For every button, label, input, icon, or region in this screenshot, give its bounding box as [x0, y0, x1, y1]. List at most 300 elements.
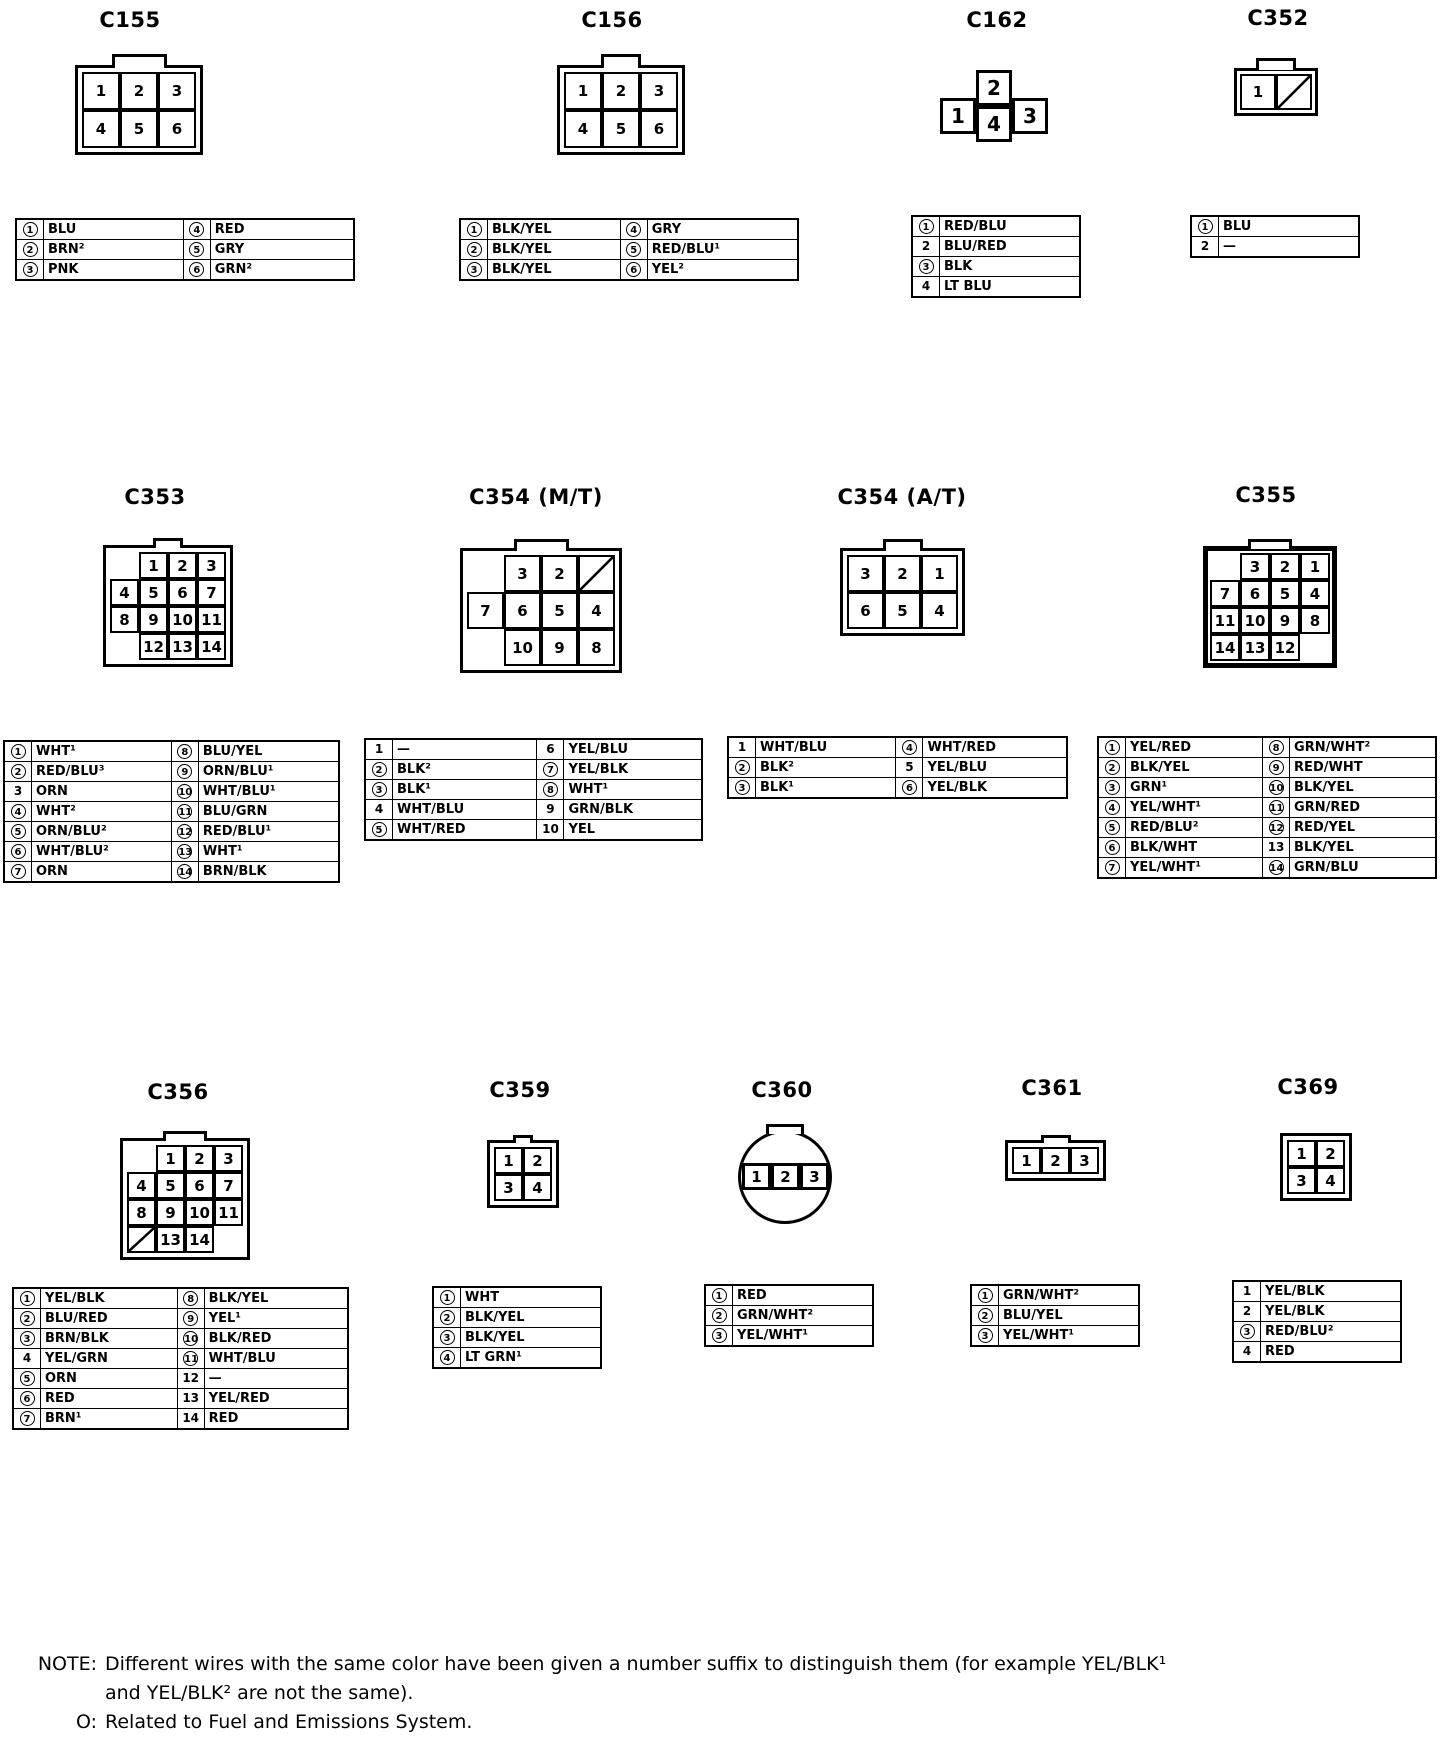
cavity-1: 1	[564, 72, 602, 110]
cavity-11: 11	[1210, 607, 1240, 634]
pin-table	[364, 738, 703, 841]
pin-number	[16, 260, 44, 281]
pin-number	[1263, 858, 1290, 879]
legend-symbol: O:	[75, 1711, 97, 1733]
pin-number	[620, 219, 647, 240]
pin-row	[1098, 737, 1436, 758]
connector-latch	[1256, 58, 1296, 70]
cavity-7: 7	[197, 579, 226, 606]
connector-title: C361	[1021, 1076, 1083, 1100]
pin-table	[911, 215, 1081, 298]
fuel-emissions-marker: 2	[23, 242, 38, 257]
pin-row	[4, 762, 339, 782]
cavity-7: 7	[467, 592, 504, 629]
blank-cavity	[1276, 74, 1312, 110]
pin-number: 12	[177, 1369, 204, 1389]
cavity-3: 3	[1012, 98, 1048, 134]
wire-color: ORN/BLU²	[32, 822, 172, 842]
pin-row	[705, 1285, 873, 1306]
cavity-2: 2	[1041, 1147, 1070, 1174]
pin-row	[365, 800, 702, 820]
wire-color: GRN/WHT²	[999, 1285, 1140, 1306]
wire-color: RED/BLU¹	[198, 822, 339, 842]
wire-color: BLK/YEL	[488, 219, 621, 240]
connector-title: C354 (M/T)	[469, 485, 603, 509]
fuel-emissions-marker: 2	[372, 762, 387, 777]
pin-row	[912, 277, 1080, 298]
connector-title: C353	[124, 485, 186, 509]
fuel-emissions-marker: 2	[978, 1308, 993, 1323]
wire-color: BLK/YEL	[488, 260, 621, 281]
cavity-4: 4	[564, 110, 602, 148]
pin-table	[727, 736, 1068, 799]
fuel-emissions-marker: 5	[20, 1371, 35, 1386]
connector-latch	[513, 1135, 533, 1143]
cavity-6: 6	[504, 592, 541, 629]
cavity-2: 2	[185, 1145, 214, 1172]
fuel-emissions-marker: 4	[902, 740, 917, 755]
pin-row	[912, 257, 1080, 277]
wire-color: ORN	[32, 782, 172, 802]
wire-color: BLK²	[393, 760, 537, 780]
connector-latch	[514, 539, 569, 551]
pin-number	[365, 760, 393, 780]
wire-color: YEL	[564, 820, 702, 841]
cavity-13: 13	[168, 633, 197, 660]
connector-latch	[112, 54, 167, 68]
wire-color: YEL/WHT¹	[733, 1326, 874, 1347]
wire-color: BLK	[940, 257, 1081, 277]
pin-row	[912, 237, 1080, 257]
pin-number	[1263, 778, 1290, 798]
pin-number	[912, 216, 940, 237]
fuel-emissions-marker: 1	[467, 222, 482, 237]
fuel-emissions-marker: 1	[1198, 219, 1213, 234]
pin-row	[1233, 1302, 1401, 1322]
cavity-3: 3	[158, 72, 196, 110]
fuel-emissions-marker: 1	[23, 222, 38, 237]
pin-number	[13, 1329, 41, 1349]
pin-row	[1191, 237, 1359, 258]
cavity-3: 3	[800, 1163, 829, 1190]
cavity-2: 2	[168, 552, 197, 579]
cavity-8: 8	[578, 629, 615, 666]
cavity-3: 3	[1070, 1147, 1099, 1174]
fuel-emissions-marker: 3	[919, 259, 934, 274]
fuel-emissions-marker: 6	[1105, 840, 1120, 855]
pin-number	[433, 1348, 461, 1369]
wire-color: RED/BLU	[940, 216, 1081, 237]
fuel-emissions-marker: 2	[735, 760, 750, 775]
fuel-emissions-marker: 11	[1269, 800, 1284, 815]
wire-color: ORN	[41, 1369, 178, 1389]
cavity-1: 1	[82, 72, 120, 110]
fuel-emissions-marker: 8	[177, 744, 192, 759]
wire-color: YEL/BLU	[564, 739, 702, 760]
pin-number	[183, 219, 210, 240]
wire-color: RED	[1261, 1342, 1402, 1363]
wire-color: RED/BLU¹	[647, 240, 798, 260]
cavity-8: 8	[127, 1199, 156, 1226]
cavity-4: 4	[976, 106, 1012, 142]
cavity-3: 3	[847, 555, 884, 592]
cavity-5: 5	[120, 110, 158, 148]
wire-color: PNK	[44, 260, 184, 281]
cavity-2: 2	[523, 1147, 552, 1174]
fuel-emissions-marker: 9	[183, 1311, 198, 1326]
cavity-6: 6	[168, 579, 197, 606]
blank-cavity	[127, 1226, 156, 1253]
pin-row	[728, 778, 1067, 799]
pin-number	[537, 780, 564, 800]
fuel-emissions-marker: 2	[20, 1311, 35, 1326]
connector-latch	[766, 1124, 804, 1134]
wire-color: WHT/BLU	[204, 1349, 348, 1369]
connector-title: C360	[751, 1078, 813, 1102]
note-line-2: and YEL/BLK² are not the same).	[105, 1682, 414, 1704]
pin-number: 3	[4, 782, 32, 802]
fuel-emissions-marker: 7	[543, 762, 558, 777]
cavity-6: 6	[640, 110, 678, 148]
pin-number: 13	[1263, 838, 1290, 858]
pin-table	[970, 1284, 1140, 1347]
pin-number	[13, 1409, 41, 1430]
fuel-emissions-marker: 10	[183, 1331, 198, 1346]
fuel-emissions-marker: 11	[177, 804, 192, 819]
fuel-emissions-marker: 3	[735, 780, 750, 795]
wire-color: YEL/RED	[1126, 737, 1263, 758]
wire-color: GRN¹	[1126, 778, 1263, 798]
wire-color: GRN/RED	[1290, 798, 1436, 818]
pin-number	[705, 1285, 733, 1306]
wire-color: BLK/WHT	[1126, 838, 1263, 858]
pin-number	[620, 240, 647, 260]
cavity-1: 1	[1287, 1140, 1316, 1167]
pin-number	[365, 820, 393, 841]
cavity-14: 14	[185, 1226, 214, 1253]
pin-number: 4	[1233, 1342, 1261, 1363]
fuel-emissions-marker: 3	[467, 262, 482, 277]
wire-color: BLU/RED	[41, 1309, 178, 1329]
cavity-2: 2	[884, 555, 921, 592]
wire-color: —	[204, 1369, 348, 1389]
fuel-emissions-marker: 4	[626, 222, 641, 237]
fuel-emissions-marker: 1	[11, 744, 26, 759]
pin-row	[912, 216, 1080, 237]
cavity-2: 2	[120, 72, 158, 110]
pin-number	[705, 1306, 733, 1326]
pin-row	[13, 1369, 348, 1389]
pin-number: 5	[896, 758, 923, 778]
fuel-emissions-marker: 9	[1269, 760, 1284, 775]
wire-color: YEL/BLK	[1261, 1302, 1402, 1322]
wire-color: BLK/YEL	[204, 1288, 348, 1309]
pin-row	[433, 1348, 601, 1369]
wire-color: YEL¹	[204, 1309, 348, 1329]
cavity-5: 5	[884, 592, 921, 629]
pin-row	[4, 822, 339, 842]
pin-table	[1097, 736, 1437, 879]
wire-color: WHT/RED	[923, 737, 1067, 758]
wire-color: YEL/BLK	[1261, 1281, 1402, 1302]
fuel-emissions-marker: 14	[1269, 860, 1284, 875]
pin-row	[460, 260, 798, 281]
fuel-emissions-marker: 7	[11, 864, 26, 879]
cavity-1: 1	[1300, 553, 1330, 580]
fuel-emissions-marker: 2	[712, 1308, 727, 1323]
pin-row	[365, 780, 702, 800]
pin-row	[1098, 858, 1436, 879]
fuel-emissions-marker: 10	[177, 784, 192, 799]
fuel-emissions-marker: 3	[978, 1328, 993, 1343]
cavity-14: 14	[1210, 634, 1240, 661]
wire-color: WHT/BLU	[393, 800, 537, 820]
pin-row	[365, 760, 702, 780]
pin-number	[13, 1288, 41, 1309]
note-label: NOTE:	[37, 1653, 97, 1675]
pin-row	[1191, 216, 1359, 237]
pin-number: 14	[177, 1409, 204, 1430]
cavity-9: 9	[156, 1199, 185, 1226]
cavity-5: 5	[1270, 580, 1300, 607]
wire-color: BRN/BLK	[41, 1329, 178, 1349]
cavity-10: 10	[1240, 607, 1270, 634]
cavity-3: 3	[197, 552, 226, 579]
pin-row	[971, 1285, 1139, 1306]
pin-row	[4, 802, 339, 822]
pin-number	[365, 780, 393, 800]
fuel-emissions-marker: 13	[177, 844, 192, 859]
cavity-4: 4	[1316, 1167, 1345, 1194]
pin-number	[728, 758, 756, 778]
pin-number: 13	[177, 1389, 204, 1409]
cavity-11: 11	[197, 606, 226, 633]
wire-color: RED	[204, 1409, 348, 1430]
wire-color: BRN/BLK	[198, 862, 339, 883]
fuel-emissions-marker: 1	[440, 1290, 455, 1305]
fuel-emissions-marker: 3	[440, 1330, 455, 1345]
cavity-5: 5	[602, 110, 640, 148]
pin-number	[1098, 737, 1126, 758]
wire-color: BLU/YEL	[198, 741, 339, 762]
cavity-10: 10	[168, 606, 197, 633]
cavity-3: 3	[494, 1174, 523, 1201]
pin-number	[13, 1369, 41, 1389]
wire-color: RED/BLU³	[32, 762, 172, 782]
pin-row	[971, 1326, 1139, 1347]
pin-row	[4, 842, 339, 862]
pin-row	[13, 1349, 348, 1369]
wire-color: BLK²	[756, 758, 896, 778]
pin-number	[177, 1349, 204, 1369]
fuel-emissions-marker: 3	[1105, 780, 1120, 795]
pin-number	[4, 862, 32, 883]
fuel-emissions-marker: 1	[1105, 740, 1120, 755]
pin-row	[1098, 758, 1436, 778]
cavity-7: 7	[1210, 580, 1240, 607]
wire-color: ORN/BLU¹	[198, 762, 339, 782]
fuel-emissions-marker: 1	[712, 1288, 727, 1303]
pin-number	[13, 1389, 41, 1409]
wire-color: WHT¹	[564, 780, 702, 800]
pin-row	[460, 240, 798, 260]
wire-color: WHT/BLU¹	[198, 782, 339, 802]
pin-number	[1098, 778, 1126, 798]
pin-row	[16, 219, 354, 240]
cavity-2: 2	[541, 555, 578, 592]
cavity-10: 10	[504, 629, 541, 666]
pin-number	[1098, 858, 1126, 879]
wire-color: RED	[733, 1285, 874, 1306]
pin-number	[1263, 798, 1290, 818]
pin-number	[1098, 818, 1126, 838]
pin-number: 4	[13, 1349, 41, 1369]
pin-number	[171, 822, 198, 842]
wire-color: BLK/YEL	[488, 240, 621, 260]
footnote	[10, 1650, 1166, 1737]
pin-row	[1098, 838, 1436, 858]
wire-color: BRN²	[44, 240, 184, 260]
wire-color: YEL/BLK	[923, 778, 1067, 799]
wire-color: GRN²	[210, 260, 354, 281]
pin-row	[705, 1326, 873, 1347]
pin-number	[460, 219, 488, 240]
wire-color: WHT²	[32, 802, 172, 822]
connector-title: C359	[489, 1078, 551, 1102]
pin-table	[12, 1287, 349, 1430]
fuel-emissions-marker: 8	[1269, 740, 1284, 755]
wire-color: GRY	[647, 219, 798, 240]
fuel-emissions-marker: 11	[183, 1351, 198, 1366]
cavity-7: 7	[214, 1172, 243, 1199]
cavity-2: 2	[1270, 553, 1300, 580]
pin-row	[13, 1288, 348, 1309]
wire-color: YEL/WHT¹	[1126, 858, 1263, 879]
connector-title: C156	[581, 8, 643, 32]
pin-number	[177, 1329, 204, 1349]
pin-row	[4, 862, 339, 883]
pin-number	[1098, 758, 1126, 778]
pin-number	[171, 782, 198, 802]
fuel-emissions-marker: 3	[23, 262, 38, 277]
pin-number	[4, 762, 32, 782]
pin-number	[16, 219, 44, 240]
pin-number	[1263, 818, 1290, 838]
pin-number	[177, 1288, 204, 1309]
cavity-1: 1	[1012, 1147, 1041, 1174]
pin-number	[460, 240, 488, 260]
legend-text: Related to Fuel and Emissions System.	[105, 1711, 473, 1733]
pin-number	[4, 822, 32, 842]
pin-row	[4, 741, 339, 762]
pin-number	[1098, 838, 1126, 858]
fuel-emissions-marker: 1	[20, 1291, 35, 1306]
wire-color: BLK¹	[393, 780, 537, 800]
wire-color: YEL/BLK	[41, 1288, 178, 1309]
wire-color: YEL/GRN	[41, 1349, 178, 1369]
pin-number	[13, 1309, 41, 1329]
wire-color: GRN/WHT²	[1290, 737, 1436, 758]
pin-number: 2	[1191, 237, 1219, 258]
pin-row	[1098, 798, 1436, 818]
pin-number	[171, 741, 198, 762]
fuel-emissions-marker: 3	[712, 1328, 727, 1343]
cavity-4: 4	[1300, 580, 1330, 607]
pin-number: 1	[728, 737, 756, 758]
wire-color: YEL/RED	[204, 1389, 348, 1409]
cavity-3: 3	[214, 1145, 243, 1172]
pin-row	[1233, 1281, 1401, 1302]
pin-row	[705, 1306, 873, 1326]
wire-color: LT GRN¹	[461, 1348, 602, 1369]
pin-table	[3, 740, 340, 883]
wire-color: GRY	[210, 240, 354, 260]
connector-latch	[153, 538, 183, 548]
wire-color: BLU/GRN	[198, 802, 339, 822]
fuel-emissions-marker: 12	[177, 824, 192, 839]
fuel-emissions-marker: 6	[626, 262, 641, 277]
wire-color: BLK/YEL	[1290, 778, 1436, 798]
wire-color: WHT/BLU²	[32, 842, 172, 862]
wire-color: BLK/YEL	[461, 1328, 602, 1348]
wire-color: RED/BLU²	[1126, 818, 1263, 838]
cavity-5: 5	[156, 1172, 185, 1199]
connector-title: C352	[1247, 6, 1309, 30]
wire-color: BLK¹	[756, 778, 896, 799]
pin-number	[177, 1309, 204, 1329]
fuel-emissions-marker: 4	[189, 222, 204, 237]
connector-latch	[1041, 1135, 1071, 1143]
wire-color: —	[393, 739, 537, 760]
pin-row	[433, 1308, 601, 1328]
fuel-emissions-marker: 2	[1105, 760, 1120, 775]
fuel-emissions-marker: 12	[1269, 820, 1284, 835]
cavity-5: 5	[541, 592, 578, 629]
cavity-13: 13	[1240, 634, 1270, 661]
pin-number	[4, 741, 32, 762]
pin-number: 2	[912, 237, 940, 257]
pin-row	[433, 1328, 601, 1348]
wire-color: YEL/WHT¹	[999, 1326, 1140, 1347]
pin-row	[1233, 1322, 1401, 1342]
fuel-emissions-marker: 2	[440, 1310, 455, 1325]
fuel-emissions-marker: 3	[372, 782, 387, 797]
wire-color: WHT	[461, 1287, 602, 1308]
pin-number	[460, 260, 488, 281]
wire-color: RED	[210, 219, 354, 240]
cavity-1: 1	[494, 1147, 523, 1174]
connector-title: C354 (A/T)	[837, 485, 967, 509]
connector-latch	[1248, 539, 1292, 549]
wire-color: YEL/WHT¹	[1126, 798, 1263, 818]
pin-number	[896, 778, 923, 799]
fuel-emissions-marker: 4	[440, 1350, 455, 1365]
cavity-1: 1	[742, 1163, 771, 1190]
wire-color: ORN	[32, 862, 172, 883]
pin-number	[971, 1285, 999, 1306]
wire-color: RED	[41, 1389, 178, 1409]
pin-number: 1	[1233, 1281, 1261, 1302]
pin-number	[971, 1306, 999, 1326]
pin-table	[15, 218, 355, 281]
wire-color: GRN/WHT²	[733, 1306, 874, 1326]
fuel-emissions-marker: 3	[20, 1331, 35, 1346]
cavity-2: 2	[976, 70, 1012, 106]
pin-table	[432, 1286, 602, 1369]
wire-color: GRN/BLU	[1290, 858, 1436, 879]
pin-number: 4	[365, 800, 393, 820]
fuel-emissions-marker: 5	[189, 242, 204, 257]
